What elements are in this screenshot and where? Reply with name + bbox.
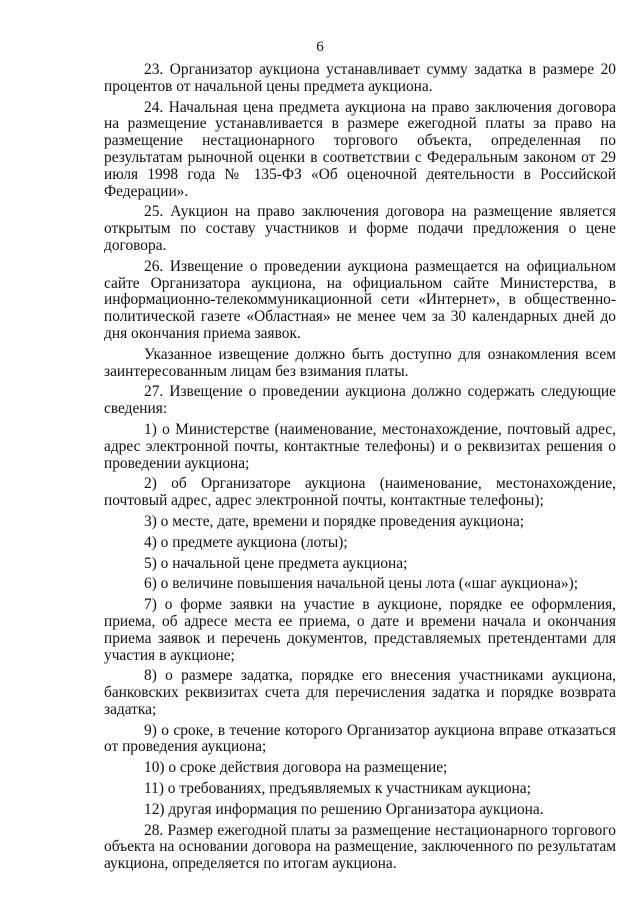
list-item-6: 6) о величине повышения начальной цены лота («шаг аукциона»); [144, 575, 578, 593]
page-number: 6 [316, 39, 324, 55]
paragraph-24: 24. Начальная цена предмета аукциона на право заключения договора на размещение устанавливается в размере ежегодной платы за право на размещение нестационарного торгового объекта, определенная по результатам рыночной оценки в соответствии с Федеральным законом от 29 июля 1998 года № 135-ФЗ «Об оценочной деятельности в Российской Федерации». [104, 98, 616, 200]
list-item-10: 10) о сроке действия договора на размещение; [144, 759, 448, 777]
list-item-12: 12) другая информация по решению Организатора аукциона. [144, 800, 544, 818]
list-item-9: 9) о сроке, в течение которого Организатор аукциона вправе отказаться от проведения аукциона; [104, 721, 616, 756]
paragraph-28: 28. Размер ежегодной платы за размещение нестационарного торгового объекта на основании договора на размещение, заключенного по результатам аукциона, определяется по итогам аукциона. [104, 821, 616, 873]
paragraph-25: 25. Аукцион на право заключения договора на размещение является открытым по составу участников и форме подачи предложения о цене договора. [104, 203, 616, 254]
paragraph-26-note: Указанное извещение должно быть доступно для ознакомления всем заинтересованным лицам без взимания платы. [104, 345, 616, 380]
list-item-3: 3) о месте, дате, времени и порядке проведения аукциона; [144, 512, 525, 530]
document-body [104, 62, 616, 873]
paragraph-26: 26. Извещение о проведении аукциона размещается на официальном сайте Организатора аукциона, на официальном сайте Министерства, в информационно-телекоммуникационной сети «Интернет», в общественно-политической газете «Областная» не менее чем за 30 календарных дней до дня окончания приема заявок. [104, 257, 616, 342]
list-item-8: 8) о размере задатка, порядке его внесения участниками аукциона, банковских реквизитах счета для перечисления задатка и порядке возврата задатка; [104, 667, 616, 718]
list-item-4: 4) о предмете аукциона (лоты); [144, 533, 348, 551]
list-item-2: 2) об Организаторе аукциона (наименование, местонахождение, почтовый адрес, адрес электронной почты, контактные телефоны); [104, 475, 616, 510]
list-item-7: 7) о форме заявки на участие в аукционе, порядке ее оформления, приема, об адресе места ее приема, о дате и времени начала и окончания приема заявок и перечень документов, представляемых претендентами для участия в аукционе; [104, 596, 616, 664]
list-item-11: 11) о требованиях, предъявляемых к участникам аукциона; [144, 780, 531, 798]
list-item-5: 5) о начальной цене предмета аукциона; [144, 554, 408, 572]
paragraph-27: 27. Извещение о проведении аукциона должно содержать следующие сведения: [104, 383, 616, 418]
list-item-1: 1) о Министерстве (наименование, местонахождение, почтовый адрес, адрес электронной почты, контактные телефоны) и о реквизитах решения о проведении аукциона; [104, 420, 616, 472]
paragraph-23: 23. Организатор аукциона устанавливает сумму задатка в размере 20 процентов от начальной цены предмета аукциона. [104, 61, 616, 95]
